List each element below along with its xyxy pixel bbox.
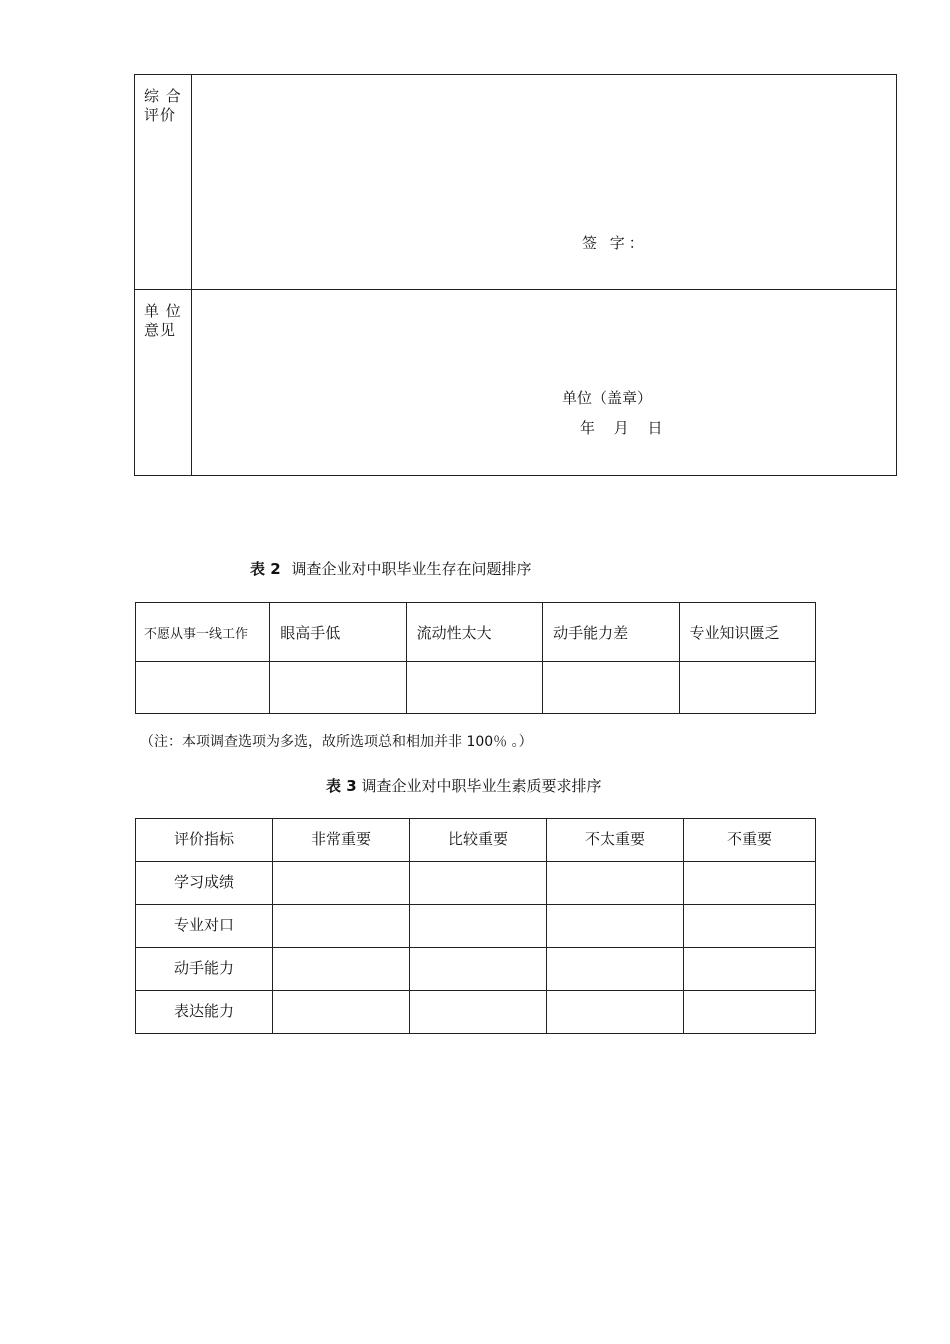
table2-header-cell: 专业知识匮乏 bbox=[679, 603, 815, 662]
table3-header-cell bbox=[684, 819, 816, 862]
table3-row-label bbox=[136, 991, 273, 1034]
table3-cell[interactable] bbox=[273, 905, 410, 948]
row-label-text: 表达能力 bbox=[173, 1002, 234, 1020]
table3-row-label bbox=[136, 862, 273, 905]
table2-caption-number: 表 2 bbox=[250, 560, 281, 578]
table3-cell[interactable] bbox=[547, 862, 684, 905]
comprehensive-evaluation-label bbox=[135, 75, 191, 125]
evaluation-form-table bbox=[134, 74, 897, 476]
table2-value-cell[interactable] bbox=[270, 662, 406, 714]
table3-cell[interactable] bbox=[684, 948, 816, 991]
table3-header-row bbox=[136, 819, 816, 862]
table3-cell[interactable] bbox=[273, 862, 410, 905]
table3-cell[interactable] bbox=[410, 991, 547, 1034]
comprehensive-evaluation-field[interactable] bbox=[192, 75, 897, 290]
table2-header-row bbox=[136, 603, 816, 662]
label-line: 评价 bbox=[144, 106, 177, 124]
header-text: 不重要 bbox=[726, 830, 772, 848]
table3-row bbox=[136, 905, 816, 948]
table3-cell[interactable] bbox=[410, 948, 547, 991]
table3-row-label bbox=[136, 905, 273, 948]
unit-opinion-label-cell bbox=[135, 290, 192, 476]
table3-row bbox=[136, 862, 816, 905]
table3-cell[interactable] bbox=[547, 948, 684, 991]
table3-header-cell bbox=[273, 819, 410, 862]
table2-header-cell: 眼高手低 bbox=[270, 603, 406, 662]
table3-cell[interactable] bbox=[684, 862, 816, 905]
label-line: 单 位 bbox=[144, 302, 182, 320]
label-line: 综 合 bbox=[144, 87, 182, 105]
header-text: 评价指标 bbox=[173, 830, 234, 848]
unit-opinion-field[interactable] bbox=[192, 290, 897, 476]
table3-row bbox=[136, 991, 816, 1034]
signature-label: 签 字： bbox=[582, 234, 648, 252]
table2-value-cell[interactable] bbox=[543, 662, 679, 714]
table3-cell[interactable] bbox=[273, 948, 410, 991]
comprehensive-evaluation-label-cell bbox=[135, 75, 192, 290]
date-line: 年 月 日 bbox=[580, 419, 663, 437]
table3-cell[interactable] bbox=[273, 991, 410, 1034]
header-text: 非常重要 bbox=[310, 830, 371, 848]
table3-caption-number: 表 3 bbox=[326, 777, 357, 795]
table3-header-cell bbox=[410, 819, 547, 862]
table3-cell[interactable] bbox=[684, 905, 816, 948]
table3-header-cell bbox=[136, 819, 273, 862]
row-label-text: 学习成绩 bbox=[173, 873, 234, 891]
table2-value-cell[interactable] bbox=[406, 662, 542, 714]
table3-cell[interactable] bbox=[547, 991, 684, 1034]
table2-note: （注：本项调查选项为多选，故所选项总和相加并非 100％ 。） bbox=[140, 734, 533, 750]
unit-stamp-label: 单位（盖章） bbox=[562, 389, 653, 407]
table2-value-cell[interactable] bbox=[679, 662, 815, 714]
table3-cell[interactable] bbox=[684, 991, 816, 1034]
table3-cell[interactable] bbox=[547, 905, 684, 948]
unit-opinion-row bbox=[135, 290, 897, 476]
table2-value-row bbox=[136, 662, 816, 714]
comprehensive-evaluation-row bbox=[135, 75, 897, 290]
table2 bbox=[135, 602, 816, 714]
label-line: 意见 bbox=[144, 321, 177, 339]
table3-header-cell bbox=[547, 819, 684, 862]
table2-header-cell: 不愿从事一线工作 bbox=[136, 603, 270, 662]
table3-cell[interactable] bbox=[410, 862, 547, 905]
table2-value-cell[interactable] bbox=[136, 662, 270, 714]
table2-caption-text: 调查企业对中职毕业生存在问题排序 bbox=[291, 560, 532, 578]
table3-caption-text: 调查企业对中职毕业生素质要求排序 bbox=[361, 777, 602, 795]
row-label-text: 专业对口 bbox=[173, 916, 234, 934]
table2-header-cell: 动手能力差 bbox=[543, 603, 679, 662]
table3-cell[interactable] bbox=[410, 905, 547, 948]
table3-row bbox=[136, 948, 816, 991]
table3 bbox=[135, 818, 816, 1034]
table3-caption bbox=[326, 775, 601, 796]
header-text: 不太重要 bbox=[584, 830, 645, 848]
table2-caption bbox=[250, 558, 531, 579]
header-text: 比较重要 bbox=[447, 830, 508, 848]
table3-row-label bbox=[136, 948, 273, 991]
unit-opinion-label bbox=[135, 290, 191, 340]
row-label-text: 动手能力 bbox=[173, 959, 234, 977]
table2-header-cell: 流动性太大 bbox=[406, 603, 542, 662]
